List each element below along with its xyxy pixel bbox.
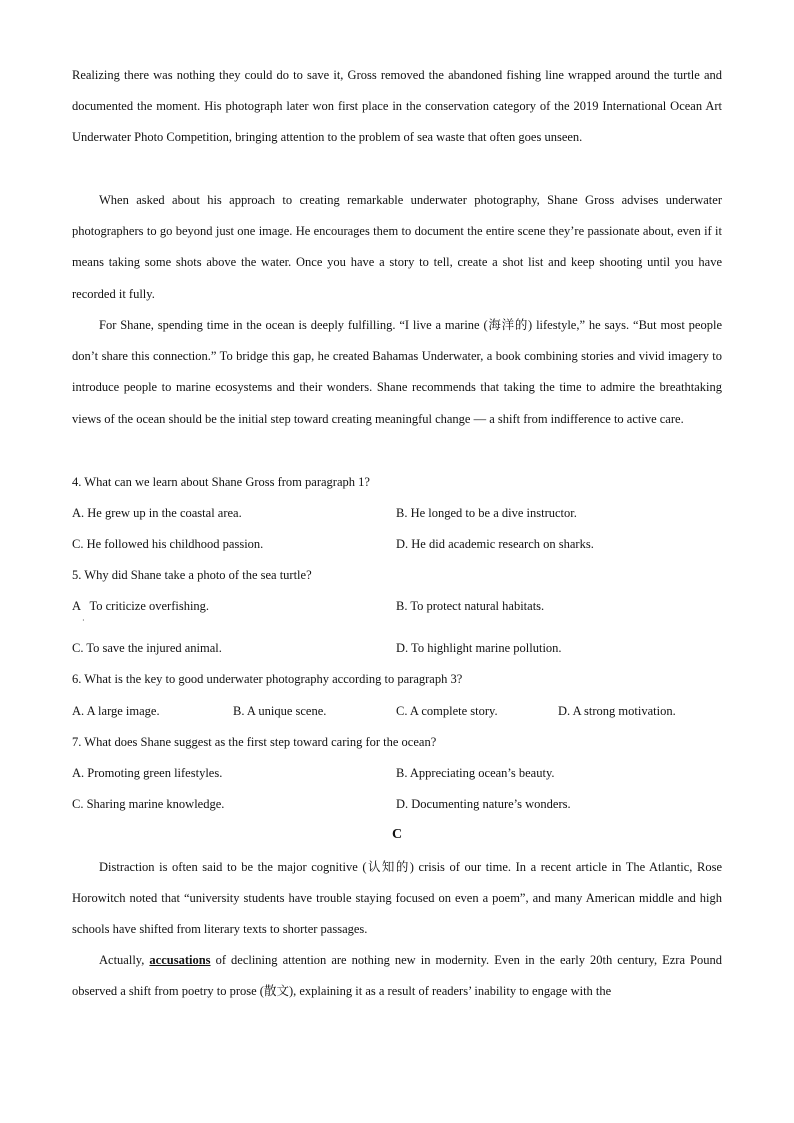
question-7-stem: 7. What does Shane suggest as the first step toward caring for the ocean? (72, 735, 437, 749)
keyword-accusations: accusations (149, 953, 211, 967)
passage-c-p2-rest: of declining attention are nothing new in modernity. Even in the early 20th century, Ezra Pound observed a shift from poetry to prose (散文), explaining it as a result of readers’ inability to engage with the (72, 953, 723, 999)
question-6-option-a[interactable]: A. A large image. (72, 704, 160, 718)
passage-c-p2-lead: Actually, (99, 953, 150, 967)
question-4-option-d[interactable]: D. He did academic research on sharks. (396, 537, 594, 551)
question-5-option-d[interactable]: D. To highlight marine pollution. (396, 641, 562, 655)
question-7-option-b[interactable]: B. Appreciating ocean’s beauty. (396, 766, 555, 780)
question-7-option-a[interactable]: A. Promoting green lifestyles. (72, 766, 223, 780)
section-c-heading: C (391, 827, 403, 842)
question-5-option-c[interactable]: C. To save the injured animal. (72, 641, 222, 655)
question-5-option-a[interactable]: A To criticize overfishing. (72, 599, 210, 613)
question-6-stem: 6. What is the key to good underwater photography according to paragraph 3? (72, 672, 463, 686)
question-4-option-b[interactable]: B. He longed to be a dive instructor. (396, 506, 577, 520)
question-5-option-b[interactable]: B. To protect natural habitats. (396, 599, 545, 613)
passage-c-paragraph-1: Distraction is often said to be the major cognitive (认知的) crisis of our time. In a recent article in The Atlantic, Rose Horowitch noted that “university students have trouble staying focused on even a poem”, and many American middle and high schools have shifted from literary texts to shorter passages. (72, 860, 722, 937)
question-7-option-c[interactable]: C. Sharing marine knowledge. (72, 797, 225, 811)
question-6-option-b[interactable]: B. A unique scene. (233, 704, 327, 718)
question-6-option-d[interactable]: D. A strong motivation. (558, 704, 676, 718)
passage-b-paragraph-4: For Shane, spending time in the ocean is deeply fulfilling. “I live a marine (海洋的) lifestyle,” he says. “But most people don’t share this connection.” To bridge this gap, he created Bahamas Underwater, a book combining stories and vivid imagery to introduce people to marine ecosystems and their wonders. Shane recommends that taking the time to admire the breathtaking views of the ocean should be the initial step toward creating meaningful change — a shift from indifference to active care. (72, 318, 722, 426)
passage-c-paragraph-2 (72, 945, 722, 1007)
question-6-option-c[interactable]: C. A complete story. (396, 704, 498, 718)
question-4-option-a[interactable]: A. He grew up in the coastal area. (72, 506, 242, 520)
question-7-option-d[interactable]: D. Documenting nature’s wonders. (396, 797, 571, 811)
question-4-option-c[interactable]: C. He followed his childhood passion. (72, 537, 264, 551)
question-5-stem: 5. Why did Shane take a photo of the sea turtle? (72, 568, 312, 582)
stray-dot-mark: · (82, 616, 85, 625)
passage-b-paragraph-3: When asked about his approach to creating remarkable underwater photography, Shane Gross advises underwater photographers to go beyond just one image. He encourages them to document the entire scene they’re passionate about, even if it means taking some shots above the water. Once you have a story to tell, create a shot list and keep shooting until you have recorded it fully. (72, 193, 722, 301)
question-4-stem: 4. What can we learn about Shane Gross from paragraph 1? (72, 475, 370, 489)
passage-b-paragraph-end: Realizing there was nothing they could do to save it, Gross removed the abandoned fishing line wrapped around the turtle and documented the moment. His photograph later won first place in the conservation category of the 2019 International Ocean Art Underwater Photo Competition, bringing attention to the problem of sea waste that often goes unseen. (72, 68, 722, 145)
